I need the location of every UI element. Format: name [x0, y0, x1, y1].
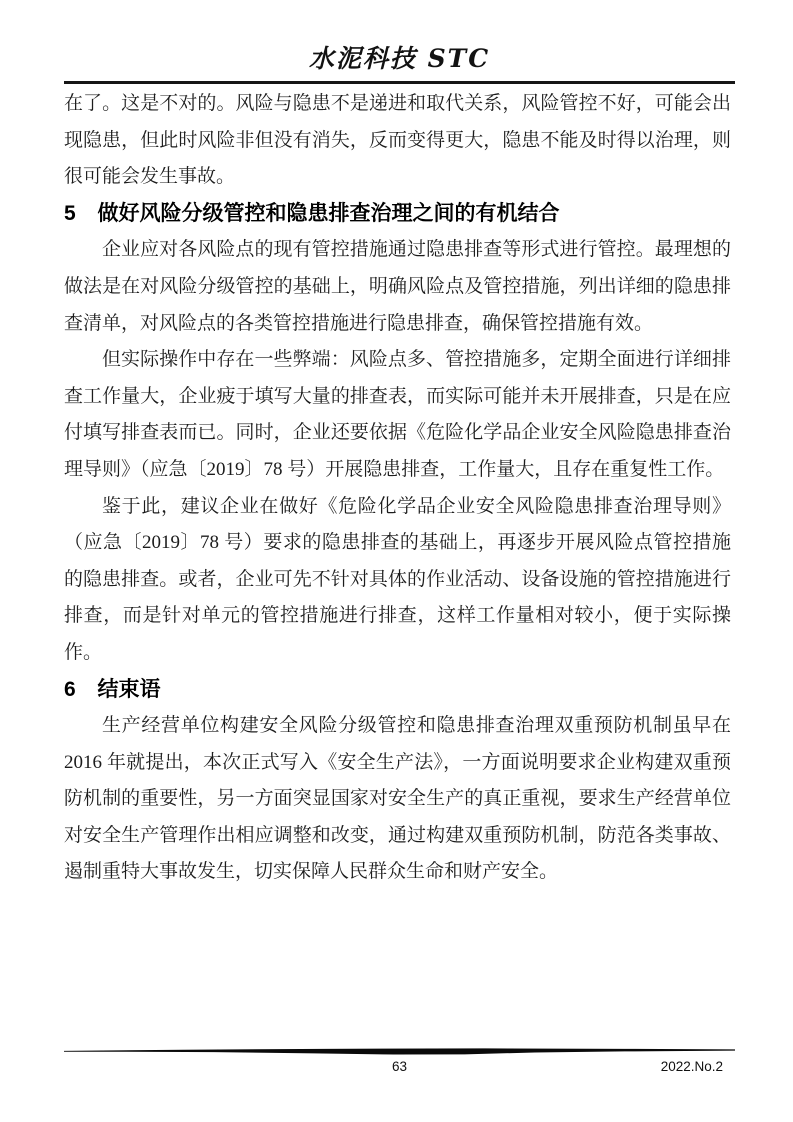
- page-header: [0, 0, 793, 84]
- section-5-number: 5: [64, 201, 76, 225]
- page-footer: [64, 1047, 735, 1077]
- section-5-paragraph-1: 企业应对各风险点的现有管控措施通过隐患排查等形式进行管控。最理想的做法是在对风险分级管控的基础上，明确风险点及管控措施，列出详细的隐患排查清单，对风险点的各类管控措施进行隐患排查，确保管控措施有效。: [64, 239, 731, 334]
- page-body: [0, 84, 793, 891]
- continuation-paragraph: 在了。这是不对的。风险与隐患不是递进和取代关系，风险管控不好，可能会出现隐患，但此时风险非但没有消失，反而变得更大，隐患不能及时得以治理，则很可能会发生事故。: [64, 93, 731, 188]
- section-5-heading: [64, 196, 731, 233]
- footer-row: [64, 1059, 735, 1077]
- section-5-paragraph-3: 鉴于此，建议企业在做好《危险化学品企业安全风险隐患排查治理导则》（应急〔2019〕78 号）要求的隐患排查的基础上，再逐步开展风险点管控措施的隐患排查。或者，企业可先不针对具体的作业活动、设备设施的管控措施进行排查，而是针对单元的管控措施进行排查，这样工作量相对较小，便于实际操作。: [64, 495, 731, 663]
- journal-title: 水泥科技 STC: [308, 44, 491, 73]
- section-6-paragraph-1: 生产经营单位构建安全风险分级管控和隐患排查治理双重预防机制虽早在2016 年就提出，本次正式写入《安全生产法》，一方面说明要求企业构建双重预防机制的重要性，另一方面突显国家对安全生产的真正重视，要求生产经营单位对安全生产管理作出相应调整和改变，通过构建双重预防机制，防范各类事故、遏制重特大事故发生，切实保障人民群众生命和财产安全。: [64, 715, 731, 883]
- section-5-paragraph-2: 但实际操作中存在一些弊端：风险点多、管控措施多，定期全面进行详细排查工作量大，企业疲于填写大量的排查表，而实际可能并未开展排查，只是在应付填写排查表而已。同时，企业还要依据《危险化学品企业安全风险隐患排查治理导则》（应急〔2019〕78 号）开展隐患排查，工作量大，且存在重复性工作。: [64, 349, 731, 480]
- section-6-title: 结束语: [97, 677, 161, 701]
- section-6-number: 6: [64, 677, 76, 701]
- footer-rule: [64, 1047, 735, 1058]
- section-5-title: 做好风险分级管控和隐患排查治理之间的有机结合: [97, 201, 560, 225]
- issue-label: 2022.No.2: [660, 1059, 723, 1074]
- section-6-heading: [64, 672, 731, 709]
- page-number: 63: [391, 1059, 408, 1074]
